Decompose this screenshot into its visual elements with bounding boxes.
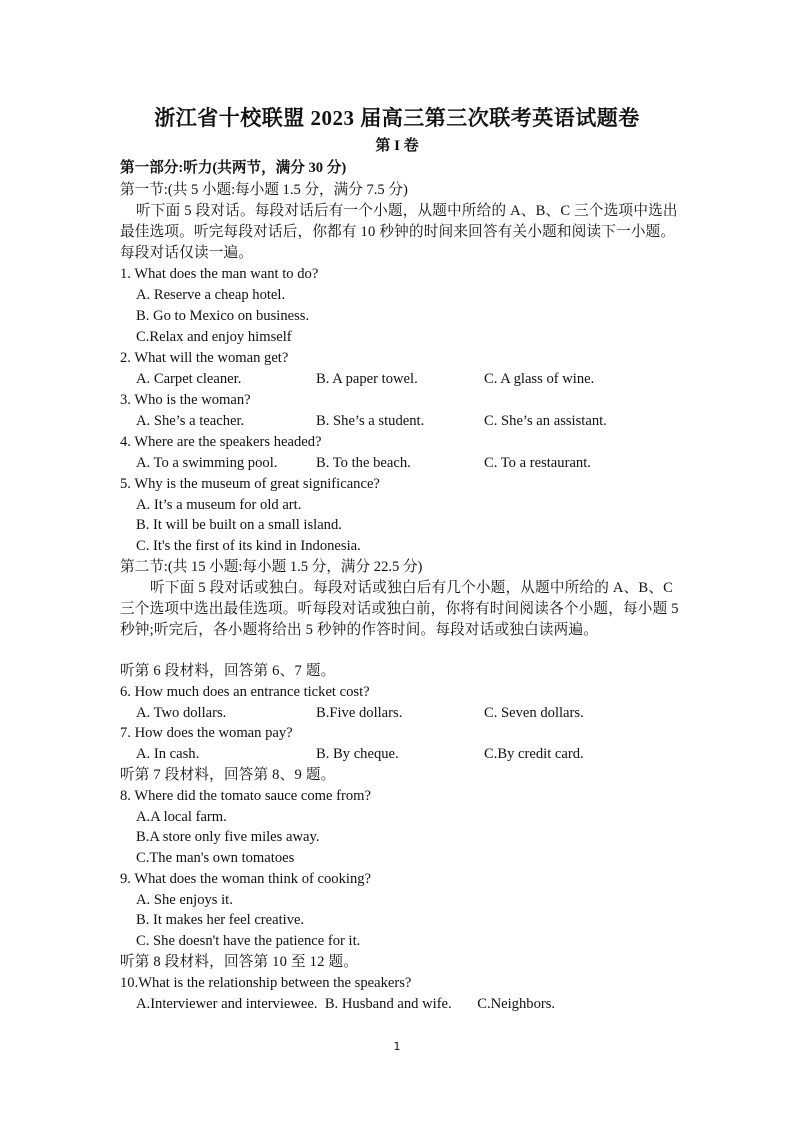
q1-stem: 1. What does the man want to do?: [120, 266, 319, 282]
q8-stem: 8. Where did the tomato sauce come from?: [120, 788, 371, 804]
q4-stem: 4. Where are the speakers headed?: [120, 434, 322, 450]
q3-option-c: C. She’s an assistant.: [484, 413, 607, 429]
q2-option-b: B. A paper towel.: [316, 371, 418, 387]
q10-options: A.Interviewer and interviewee. B. Husband and wife. C.Neighbors.: [136, 996, 556, 1012]
q9-option-c: C. She doesn't have the patience for it.: [136, 933, 361, 949]
part1-heading: 第一部分:听力(共两节，满分 30 分): [120, 160, 347, 176]
section1-heading: 第一节:(共 5 小题:每小题 1.5 分，满分 7.5 分): [120, 182, 408, 198]
material-7-note: 听第 7 段材料，回答第 8、9 题。: [120, 767, 336, 783]
q9-stem: 9. What does the woman think of cooking?: [120, 871, 372, 887]
page-number: 1: [393, 1040, 401, 1053]
volume-label: 第 I 卷: [375, 138, 419, 154]
q3-option-a: A. She’s a teacher.: [136, 413, 245, 429]
q6-stem: 6. How much does an entrance ticket cost?: [120, 684, 370, 700]
q4-option-b: B. To the beach.: [316, 455, 411, 471]
q8-option-b: B.A store only five miles away.: [136, 829, 320, 845]
section1-instructions: 听下面 5 段对话。每段对话后有一个小题，从题中所给的 A、B、C 三个选项中选出最佳选项。听完每段对话后，你都有 10 秒钟的时间来回答有关小题和阅读下一小题。每段对话仅读一遍。: [120, 203, 678, 261]
q2-option-a: A. Carpet cleaner.: [136, 371, 242, 387]
q7-stem: 7. How does the woman pay?: [120, 725, 293, 741]
q1-option-c: C.Relax and enjoy himself: [136, 329, 292, 345]
q4-option-a: A. To a swimming pool.: [136, 455, 278, 471]
q5-stem: 5. Why is the museum of great significance?: [120, 476, 380, 492]
q9-option-b: B. It makes her feel creative.: [136, 912, 305, 928]
q9-option-a: A. She enjoys it.: [136, 892, 233, 908]
q5-option-c: C. It's the first of its kind in Indonesia.: [136, 538, 361, 554]
q2-stem: 2. What will the woman get?: [120, 350, 289, 366]
q2-option-c: C. A glass of wine.: [484, 371, 595, 387]
q5-option-b: B. It will be built on a small island.: [136, 517, 342, 533]
q1-option-a: A. Reserve a cheap hotel.: [136, 287, 286, 303]
section2-instructions: 听下面 5 段对话或独白。每段对话或独白后有几个小题，从题中所给的 A、B、C 三个选项中选出最佳选项。听每段对话或独白前，你将有时间阅读各个小题，每小题 5 秒钟;听完后，各小题将给出 5 秒钟的作答时间。每段对话或独白读两遍。: [120, 580, 679, 638]
q7-option-b: B. By cheque.: [316, 746, 399, 762]
q10-stem: 10.What is the relationship between the speakers?: [120, 975, 412, 991]
material-8-note: 听第 8 段材料，回答第 10 至 12 题。: [120, 954, 359, 970]
q8-option-c: C.The man's own tomatoes: [136, 850, 295, 866]
q8-option-a: A.A local farm.: [136, 809, 227, 825]
q5-option-a: A. It’s a museum for old art.: [136, 497, 302, 513]
q4-option-c: C. To a restaurant.: [484, 455, 591, 471]
q3-option-b: B. She’s a student.: [316, 413, 425, 429]
q1-option-b: B. Go to Mexico on business.: [136, 308, 310, 324]
q6-option-c: C. Seven dollars.: [484, 705, 584, 721]
exam-title: 浙江省十校联盟 2023 届高三第三次联考英语试题卷: [154, 106, 640, 130]
section2-heading: 第二节:(共 15 小题:每小题 1.5 分，满分 22.5 分): [120, 559, 423, 575]
material-6-note: 听第 6 段材料，回答第 6、7 题。: [120, 663, 336, 679]
q6-option-a: A. Two dollars.: [136, 705, 227, 721]
q7-option-c: C.By credit card.: [484, 746, 584, 762]
q6-option-b: B.Five dollars.: [316, 705, 403, 721]
q7-option-a: A. In cash.: [136, 746, 200, 762]
q3-stem: 3. Who is the woman?: [120, 392, 251, 408]
